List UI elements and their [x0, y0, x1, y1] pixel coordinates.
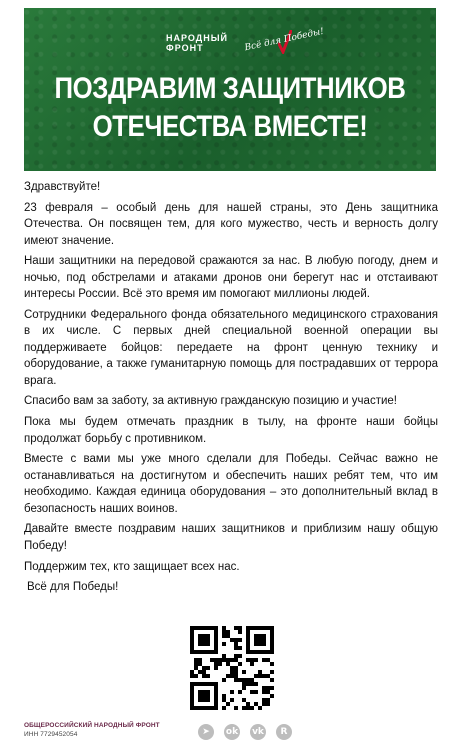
qr-module [234, 654, 238, 658]
qr-module [254, 674, 258, 678]
qr-module [206, 674, 210, 678]
qr-module [222, 626, 226, 630]
qr-module [230, 638, 234, 642]
qr-module [234, 706, 238, 710]
greeting: Здравствуйте! [24, 181, 101, 193]
paragraph: Вместе с вами мы уже много сделали для Победы. Сейчас важно не останавливаться на достигнутом и обеспечить наших ребят тем, что им необходимо. Каждая единица оборудования – это дополнительный вклад в безопасность наших воинов. [24, 453, 438, 515]
closing-slogan: Всё для Победы! [27, 581, 119, 594]
qr-module [206, 642, 210, 646]
qr-module [222, 634, 226, 638]
qr-module [190, 650, 194, 654]
qr-module [214, 694, 218, 698]
qr-module [222, 694, 226, 698]
qr-module [254, 642, 258, 646]
qr-module [214, 634, 218, 638]
qr-module [246, 682, 250, 686]
qr-module [262, 702, 266, 706]
qr-module [210, 650, 214, 654]
qr-module [190, 702, 194, 706]
qr-module [190, 682, 194, 686]
qr-module [214, 626, 218, 630]
qr-module [198, 638, 202, 642]
qr-module [238, 654, 242, 658]
qr-module [198, 642, 202, 646]
paragraph: Спасибо вам за заботу, за активную гражданскую позицию и участие! [24, 395, 397, 408]
logo-line-1: НАРОДНЫЙ [166, 33, 228, 43]
qr-module [194, 674, 198, 678]
qr-module [234, 674, 238, 678]
qr-module [222, 706, 226, 710]
qr-module [218, 662, 222, 666]
qr-module [226, 658, 230, 662]
qr-module [270, 634, 274, 638]
qr-module [254, 682, 258, 686]
qr-module [262, 658, 266, 662]
qr-module [262, 686, 266, 690]
qr-module [258, 634, 262, 638]
qr-module [198, 694, 202, 698]
qr-module [250, 650, 254, 654]
qr-module [214, 682, 218, 686]
qr-module [198, 650, 202, 654]
qr-module [258, 674, 262, 678]
qr-module [202, 638, 206, 642]
qr-module [230, 674, 234, 678]
qr-module [206, 698, 210, 702]
qr-module [262, 626, 266, 630]
qr-module [266, 686, 270, 690]
qr-module [238, 638, 242, 642]
qr-module [262, 638, 266, 642]
footer-inn: ИНН 7729452054 [24, 730, 78, 738]
qr-module [238, 690, 242, 694]
qr-module [246, 650, 250, 654]
qr-module [242, 678, 246, 682]
qr-module [254, 690, 258, 694]
qr-module [222, 630, 226, 634]
vk-icon[interactable]: vk [250, 724, 266, 740]
qr-module [214, 686, 218, 690]
qr-module [250, 658, 254, 662]
qr-module [246, 706, 250, 710]
qr-module [270, 626, 274, 630]
paragraph: Сотрудники Федерального фонда обязательного медицинского страхования в их числе. С первых дней специальной военной операции вы поддерживаете бойцов: передаете на фронт ценную технику и оборудование, а также гуманитарную помощь для пострадавших от террора врага. [24, 309, 438, 387]
qr-code-icon[interactable] [190, 626, 274, 710]
paragraph: Наши защитники на передовой сражаются за нас. В любую погоду, днем и ночью, под обстрелами и атаками дронов они берегут нас и отстаивают интересы России. Всё это время им помогают миллионы людей. [24, 255, 438, 301]
banner-title-line-2: ОТЕЧЕСТВА ВМЕСТЕ! [92, 110, 368, 143]
letter-body [24, 179, 438, 600]
qr-module [198, 690, 202, 694]
qr-module [214, 650, 218, 654]
qr-module [270, 646, 274, 650]
social-links [198, 724, 292, 740]
qr-module [266, 702, 270, 706]
qr-module [254, 634, 258, 638]
qr-module [202, 670, 206, 674]
qr-module [190, 694, 194, 698]
qr-module [270, 670, 274, 674]
qr-module [254, 658, 258, 662]
qr-module [226, 662, 230, 666]
paragraph: Поддержим тех, кто защищает всех нас. [24, 560, 240, 573]
qr-module [206, 690, 210, 694]
qr-module [190, 698, 194, 702]
qr-module [250, 678, 254, 682]
qr-module [238, 678, 242, 682]
qr-module [226, 702, 230, 706]
qr-module [190, 686, 194, 690]
qr-module [230, 690, 234, 694]
qr-module [190, 638, 194, 642]
qr-module [258, 642, 262, 646]
qr-module [202, 634, 206, 638]
qr-module [206, 626, 210, 630]
qr-module [234, 658, 238, 662]
qr-module [242, 686, 246, 690]
qr-module [214, 646, 218, 650]
logo-slogan: Всё для Победы! [243, 26, 325, 54]
qr-module [246, 638, 250, 642]
qr-module [198, 634, 202, 638]
banner-title [53, 70, 407, 146]
qr-module [270, 694, 274, 698]
paragraph: Давайте вместе поздравим наших защитников и приблизим нашу общую Победу! [24, 523, 438, 552]
qr-module [202, 706, 206, 710]
qr-module [266, 674, 270, 678]
qr-module [238, 662, 242, 666]
qr-module [202, 626, 206, 630]
qr-module [222, 698, 226, 702]
header-banner [24, 8, 436, 171]
qr-module [262, 698, 266, 702]
qr-module [198, 698, 202, 702]
odnoklassniki-icon[interactable]: ok [224, 724, 240, 740]
logo-line-2: ФРОНТ [166, 43, 204, 53]
qr-module [190, 646, 194, 650]
qr-module [210, 626, 214, 630]
qr-module [222, 642, 226, 646]
qr-module [250, 682, 254, 686]
qr-module [214, 638, 218, 642]
qr-module [214, 662, 218, 666]
qr-module [214, 698, 218, 702]
qr-module [254, 702, 258, 706]
qr-module [238, 630, 242, 634]
qr-module [194, 658, 198, 662]
qr-module [218, 658, 222, 662]
qr-module [206, 638, 210, 642]
qr-module [206, 650, 210, 654]
qr-module [194, 626, 198, 630]
qr-module [270, 686, 274, 690]
qr-module [254, 626, 258, 630]
qr-module [266, 698, 270, 702]
qr-module [202, 666, 206, 670]
qr-module [234, 670, 238, 674]
qr-module [190, 630, 194, 634]
qr-module [246, 678, 250, 682]
banner-title-line-1: ПОЗДРАВИМ ЗАЩИТНИКОВ [54, 72, 406, 105]
qr-module [246, 658, 250, 662]
qr-module [262, 674, 266, 678]
qr-module [206, 666, 210, 670]
qr-module [206, 634, 210, 638]
qr-module [214, 702, 218, 706]
footer-org-name: ОБЩЕРОССИЙСКИЙ НАРОДНЫЙ ФРОНТ [24, 722, 160, 729]
vse-dlya-pobedy-logo [238, 26, 325, 56]
qr-module [202, 642, 206, 646]
qr-module [226, 674, 230, 678]
qr-module [214, 630, 218, 634]
qr-module [262, 642, 266, 646]
qr-module [234, 626, 238, 630]
qr-module [230, 666, 234, 670]
qr-module [250, 706, 254, 710]
qr-module [270, 638, 274, 642]
qr-module [230, 698, 234, 702]
qr-module [214, 658, 218, 662]
qr-module [246, 634, 250, 638]
qr-module [234, 642, 238, 646]
qr-module [234, 646, 238, 650]
qr-module [210, 658, 214, 662]
qr-module [242, 698, 246, 702]
qr-module [242, 670, 246, 674]
qr-module [270, 662, 274, 666]
qr-module [222, 678, 226, 682]
paragraph: 23 февраля – особый день для нашей страны, это День защитника Отечества. Он посвящен тем, для кого мужество, честь и верность долгу имеют значение. [24, 201, 438, 247]
qr-module [198, 706, 202, 710]
qr-module [242, 706, 246, 710]
qr-module [230, 658, 234, 662]
qr-module [246, 630, 250, 634]
qr-module [266, 650, 270, 654]
banner-logos [24, 26, 436, 56]
qr-module [198, 626, 202, 630]
qr-module [190, 670, 194, 674]
qr-module [206, 682, 210, 686]
qr-module [270, 650, 274, 654]
qr-module [190, 634, 194, 638]
qr-module [258, 638, 262, 642]
qr-module [222, 654, 226, 658]
qr-module [262, 650, 266, 654]
qr-module [198, 658, 202, 662]
qr-module [258, 650, 262, 654]
qr-module [214, 666, 218, 670]
qr-module [198, 670, 202, 674]
qr-module [210, 706, 214, 710]
telegram-icon[interactable]: ➤ [198, 724, 214, 740]
qr-module [250, 662, 254, 666]
qr-module [214, 690, 218, 694]
qr-module [190, 642, 194, 646]
qr-module [266, 690, 270, 694]
qr-module [238, 646, 242, 650]
qr-module [194, 662, 198, 666]
qr-module [206, 694, 210, 698]
qr-module [246, 646, 250, 650]
qr-module [250, 626, 254, 630]
qr-module [214, 642, 218, 646]
rutube-icon[interactable]: R [276, 724, 292, 740]
qr-module [246, 642, 250, 646]
qr-module [258, 706, 262, 710]
qr-module [222, 658, 226, 662]
qr-module [254, 638, 258, 642]
qr-module [262, 690, 266, 694]
qr-module [202, 698, 206, 702]
qr-module [230, 670, 234, 674]
qr-module [254, 650, 258, 654]
qr-module [270, 630, 274, 634]
qr-module [226, 630, 230, 634]
qr-module [190, 690, 194, 694]
qr-module [234, 666, 238, 670]
qr-module [266, 658, 270, 662]
qr-module [202, 674, 206, 678]
qr-module [246, 702, 250, 706]
qr-module [210, 682, 214, 686]
qr-module [246, 626, 250, 630]
qr-module [194, 706, 198, 710]
qr-module [234, 678, 238, 682]
qr-module [234, 638, 238, 642]
qr-module [202, 694, 206, 698]
qr-module [190, 706, 194, 710]
qr-module [238, 626, 242, 630]
qr-module [270, 642, 274, 646]
qr-module [190, 674, 194, 678]
qr-module [194, 682, 198, 686]
qr-module [270, 678, 274, 682]
qr-module [202, 650, 206, 654]
qr-module [258, 670, 262, 674]
qr-module [198, 682, 202, 686]
qr-module [198, 662, 202, 666]
qr-module [258, 626, 262, 630]
paragraph: Пока мы будем отмечать праздник в тылу, на фронте наши бойцы продолжат борьбу с противником. [24, 416, 438, 445]
qr-module [202, 682, 206, 686]
qr-module [214, 706, 218, 710]
qr-module [190, 626, 194, 630]
narodny-front-logo [166, 33, 228, 53]
qr-module [206, 706, 210, 710]
qr-module [262, 634, 266, 638]
footer-organization [24, 722, 160, 739]
qr-module [250, 690, 254, 694]
qr-module [226, 634, 230, 638]
qr-module [266, 626, 270, 630]
qr-module [242, 682, 246, 686]
qr-module [202, 690, 206, 694]
qr-module [194, 666, 198, 670]
qr-module [194, 650, 198, 654]
